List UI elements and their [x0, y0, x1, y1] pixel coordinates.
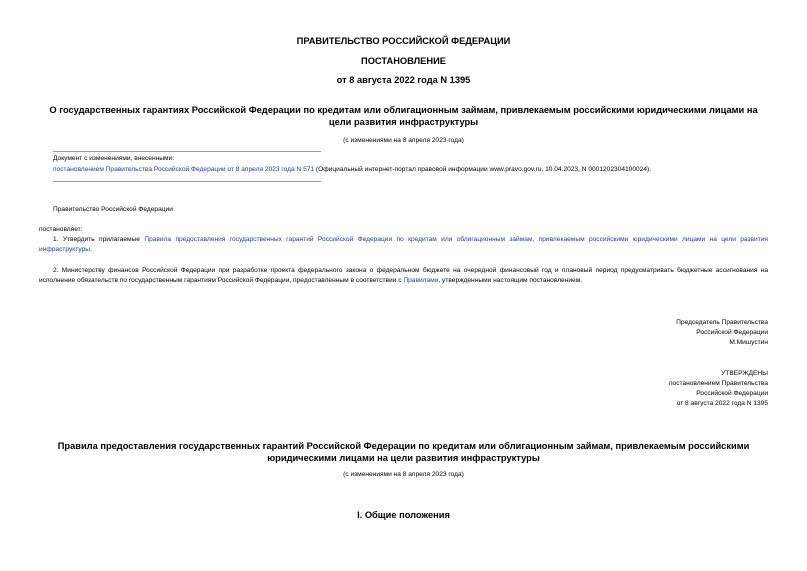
amendments-intro: Документ с изменениями, внесенными:: [53, 155, 175, 162]
paragraph-1: [39, 235, 768, 255]
resolves-label: постановляет:: [39, 226, 83, 233]
signature-position: Председатель Правительства: [676, 319, 768, 326]
signature-country: Российской Федерации: [696, 329, 768, 336]
approved-date: от 8 августа 2022 года N 1395: [676, 400, 768, 407]
issuer: Правительство Российской Федерации: [53, 206, 173, 213]
signature-name: М.Мишустин: [729, 339, 768, 346]
approved-by: постановлением Правительства: [668, 380, 768, 387]
document-date-number: от 8 августа 2022 года N 1395: [336, 75, 471, 85]
paragraph-1-suffix: .: [89, 246, 92, 253]
document-type: ПОСТАНОВЛЕНИЕ: [361, 56, 446, 66]
paragraph-2: [39, 266, 768, 286]
rules-title: Правила предоставления государственных гарантий Российской Федерации по кредитам или облигационным займам, привлекаемым российскими юридическими лицами на цели развития инфраструктуры: [57, 441, 750, 463]
rules-link[interactable]: Правила предоставления государственных гарантий Российской Федерации по кредитам или облигационным займам, привлекаемым российскими юридическими лицами на цели развития инфраструктуры: [39, 236, 768, 253]
rules-revision-note: (с изменениями на 8 апреля 2023 года): [343, 471, 464, 478]
approved-country: Российской Федерации: [696, 390, 768, 397]
section-1-heading: I. Общие положения: [357, 510, 450, 520]
amendment-publication: (Официальный интернет-портал правовой информации www.pravo.gov.ru, 10.04.2023, N 0001202304100024).: [314, 166, 652, 173]
paragraph-2-prefix: 2. Министерству финансов Российской Федерации при разработке проекта федерального закона о федеральном бюджете на очередной финансовый год и плановый период предусматривать бюджетные ассигнования на исполнение обязательств по государственным гарантиям Российской Федерации, предоставленным в соответствии с: [39, 267, 768, 284]
paragraph-2-suffix: , утвержденными настоящим постановлением.: [438, 277, 583, 284]
paragraph-1-prefix: 1. Утвердить прилагаемые: [53, 236, 145, 243]
amendments-source: [53, 165, 768, 175]
amendment-link[interactable]: постановлением Правительства Российской Федерации от 8 апреля 2023 года N 571: [53, 166, 315, 173]
rules-link-2[interactable]: Правилами: [403, 277, 439, 284]
approved-heading: УТВЕРЖДЕНЫ: [721, 370, 768, 377]
revision-note: (с изменениями на 8 апреля 2023 года): [343, 137, 464, 144]
amendments-bottom-rule: [53, 181, 321, 182]
document-title: О государственных гарантиях Российской Федерации по кредитам или облигационным займам, привлекаемым российскими юридическими лицами на цели развития инфраструктуры: [49, 105, 758, 127]
amendments-top-rule: [53, 151, 321, 152]
government-heading: ПРАВИТЕЛЬСТВО РОССИЙСКОЙ ФЕДЕРАЦИИ: [296, 36, 511, 46]
